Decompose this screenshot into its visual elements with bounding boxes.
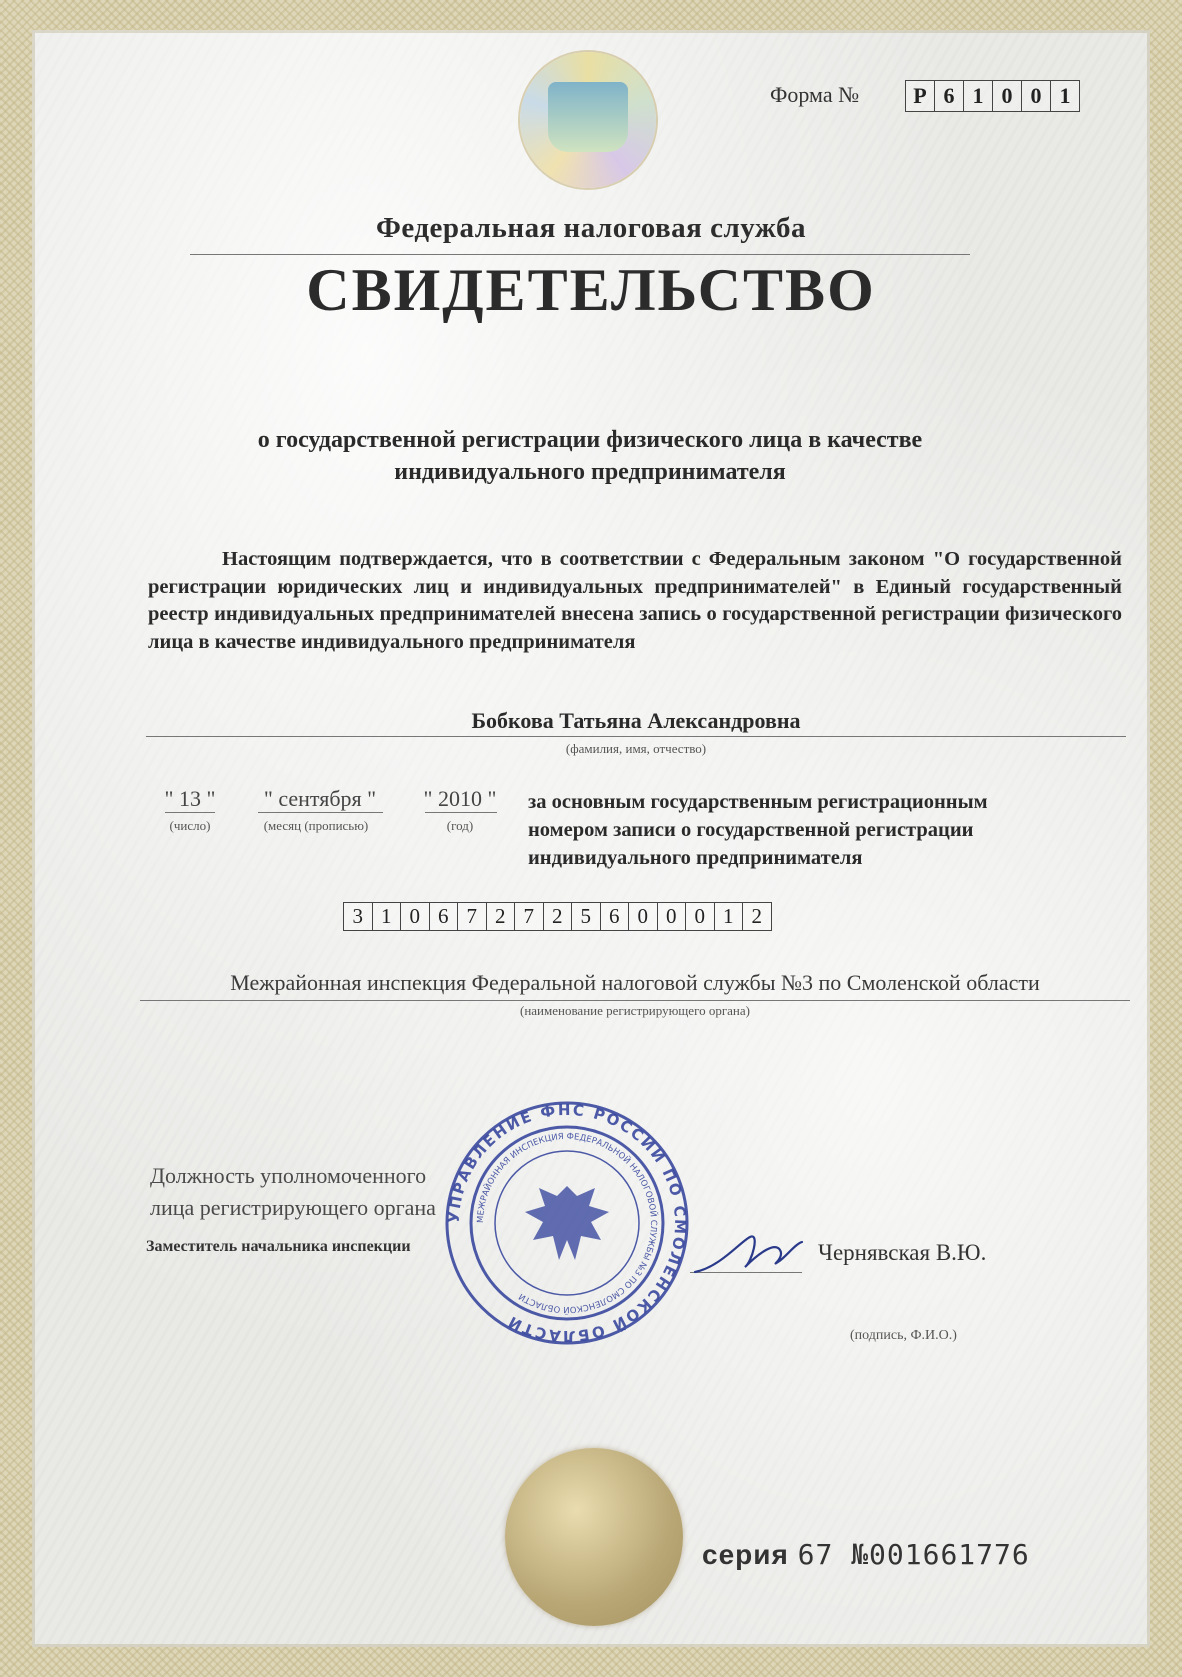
series-label: серия (702, 1539, 789, 1570)
stamp-inner-text: МЕЖРАЙОННАЯ ИНСПЕКЦИЯ ФЕДЕРАЛЬНОЙ НАЛОГОВОЙ СЛУЖБЫ №3 ПО СМОЛЕНСКОЙ ОБЛАСТИ (475, 1131, 659, 1315)
subtitle-line: о государственной регистрации физического лица в качестве (257, 427, 923, 453)
digit-box: 6 (601, 902, 630, 931)
signature-caption: (подпись, Ф.И.О.) (850, 1328, 957, 1343)
official-label (150, 1160, 436, 1224)
digit-box: 6 (935, 80, 964, 112)
authority-underline (140, 1000, 1130, 1001)
year-caption: (год) (446, 818, 474, 833)
digit-box: 1 (373, 902, 402, 931)
signer-name: Чернявская В.Ю. (818, 1240, 987, 1265)
digit-box: 0 (993, 80, 1022, 112)
emblem-icon (548, 82, 628, 152)
digit-box: 6 (430, 902, 459, 931)
digit-box: 0 (658, 902, 687, 931)
official-label-line: лица регистрирующего органа (150, 1195, 436, 1220)
date-day: " 13 " (164, 786, 216, 811)
digit-box: 3 (343, 902, 373, 931)
digit-box: Р (905, 80, 935, 112)
day-underline (165, 812, 215, 813)
digit-box: 1 (1051, 80, 1080, 112)
month-caption: (месяц (прописью) (263, 818, 369, 833)
stamp-outer-text: УПРАВЛЕНИЕ ФНС РОССИИ ПО СМОЛЕНСКОЙ ОБЛАСТИ (444, 1100, 690, 1346)
year-underline (425, 812, 497, 813)
series-value: 67 №001661776 (797, 1538, 1030, 1571)
day-caption: (число) (169, 818, 211, 833)
registering-authority: Межрайонная инспекция Федеральной налоговой службы №3 по Смоленской области (230, 970, 1040, 995)
authority-caption: (наименование регистрирующего органа) (519, 1003, 750, 1018)
divider (190, 254, 970, 255)
form-code-boxes (905, 80, 1080, 112)
service-name: Федеральная налоговая служба (375, 212, 807, 244)
official-position: Заместитель начальника инспекции (146, 1238, 411, 1255)
subtitle-line: индивидуального предпринимателя (394, 459, 786, 485)
digit-box: 7 (515, 902, 544, 931)
digit-box: 2 (544, 902, 573, 931)
description-line: номером записи о государственной регистрации (528, 819, 974, 841)
digit-box: 0 (686, 902, 715, 931)
digit-box: 0 (401, 902, 430, 931)
certificate-subtitle (180, 424, 1000, 488)
digit-box: 2 (487, 902, 516, 931)
digit-box: 1 (964, 80, 993, 112)
digit-box: 5 (572, 902, 601, 931)
series-number (702, 1538, 1030, 1571)
description-line: за основным государственным регистрационным (528, 791, 988, 813)
date-year: " 2010 " (423, 786, 497, 811)
description-line: индивидуального предпринимателя (528, 847, 863, 869)
name-caption: (фамилия, имя, отчество) (565, 741, 707, 756)
person-name: Бобкова Татьяна Александровна (471, 708, 801, 733)
digit-box: 1 (715, 902, 744, 931)
registration-number-description (528, 788, 1088, 872)
eagle-hologram-icon (505, 1448, 683, 1626)
digit-box: 0 (1022, 80, 1051, 112)
name-underline (146, 736, 1126, 737)
official-stamp (442, 1098, 692, 1348)
digit-box: 0 (629, 902, 658, 931)
statement-text: Настоящим подтверждается, что в соответствии с Федеральным законом "О государственной регистрации юридических лиц и индивидуальных предпринимателей" в Единый государственный реестр индивидуальных предпринимателей внесена запись о государственной регистрации физического лица в качестве индивидуального предпринимателя (148, 548, 1122, 653)
digit-box: 7 (458, 902, 487, 931)
eagle-emblem-icon (525, 1186, 609, 1260)
digit-box: 2 (743, 902, 772, 931)
form-label: Форма № (770, 82, 860, 107)
month-underline (258, 812, 383, 813)
date-month: " сентября " (263, 786, 377, 811)
ogrnip-boxes (343, 902, 772, 931)
official-label-line: Должность уполномоченного (150, 1163, 427, 1188)
emblem-hologram (520, 52, 656, 188)
signature-icon (690, 1222, 810, 1282)
certificate-title: СВИДЕТЕЛЬСТВО (306, 257, 876, 323)
